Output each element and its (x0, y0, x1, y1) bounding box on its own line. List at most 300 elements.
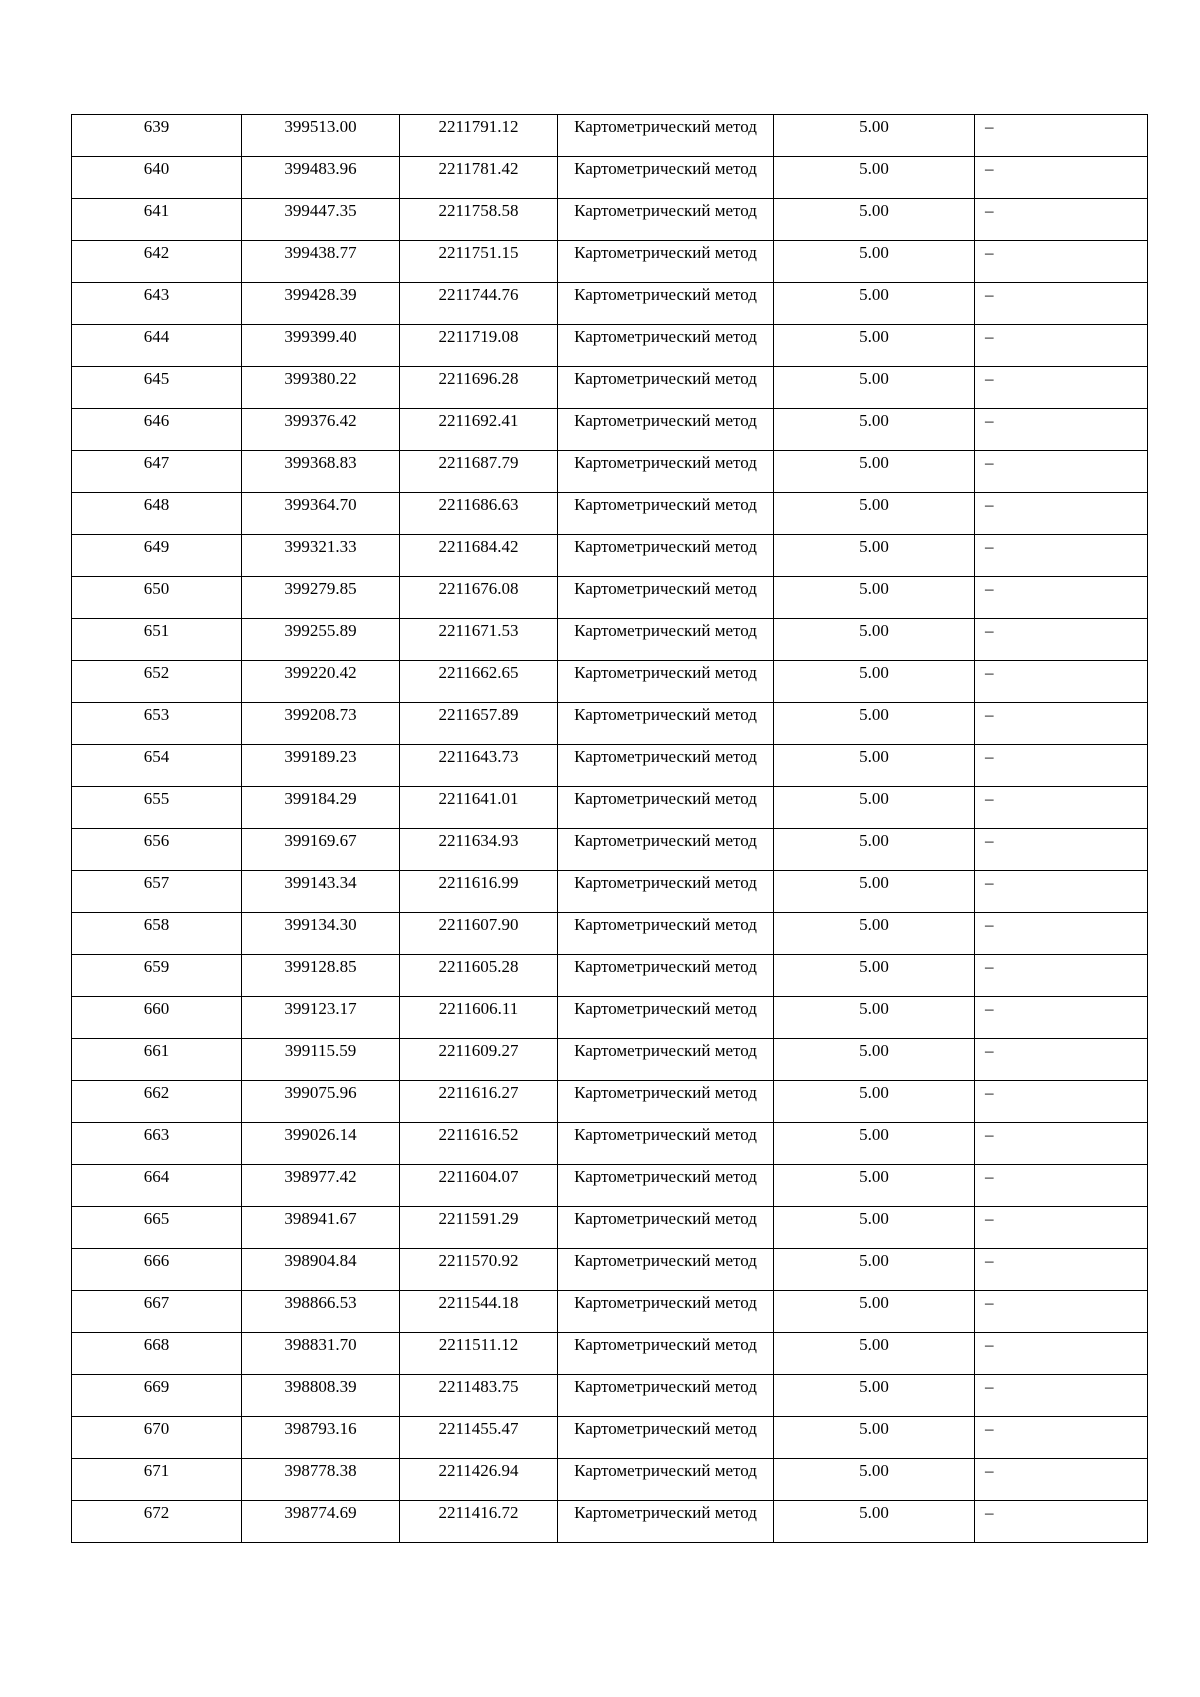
method-cell (558, 157, 774, 199)
cell-text: – (985, 957, 994, 976)
table-row (72, 325, 1148, 367)
accuracy-cell (774, 829, 975, 871)
point-number-cell (72, 871, 242, 913)
x-coordinate-cell (242, 409, 400, 451)
method-cell (558, 535, 774, 577)
cell-text: 399208.73 (284, 705, 357, 724)
cell-text: 2211791.12 (438, 117, 519, 136)
method-cell (558, 913, 774, 955)
y-coordinate-cell (400, 1375, 558, 1417)
x-coordinate-cell (242, 745, 400, 787)
description-cell (975, 577, 1148, 619)
y-coordinate-cell (400, 157, 558, 199)
cell-text: 399438.77 (284, 243, 357, 262)
method-cell (558, 451, 774, 493)
method-cell (558, 241, 774, 283)
accuracy-cell (774, 913, 975, 955)
point-number-cell (72, 745, 242, 787)
description-cell (975, 1417, 1148, 1459)
table-row (72, 451, 1148, 493)
cell-text: 399279.85 (284, 579, 357, 598)
cell-text: 2211616.27 (438, 1083, 519, 1102)
method-cell (558, 1081, 774, 1123)
accuracy-cell (774, 745, 975, 787)
cell-text: 399447.35 (284, 201, 357, 220)
x-coordinate-cell (242, 913, 400, 955)
y-coordinate-cell (400, 199, 558, 241)
description-cell (975, 325, 1148, 367)
accuracy-cell (774, 157, 975, 199)
method-cell (558, 1501, 774, 1543)
x-coordinate-cell (242, 1459, 400, 1501)
method-cell (558, 1249, 774, 1291)
accuracy-cell (774, 703, 975, 745)
x-coordinate-cell (242, 577, 400, 619)
cell-text: Картометрический метод (574, 999, 757, 1018)
cell-text: 666 (143, 1251, 170, 1270)
table-row (72, 1165, 1148, 1207)
cell-text: 399169.67 (284, 831, 357, 850)
point-number-cell (72, 241, 242, 283)
cell-text: – (985, 1083, 994, 1102)
cell-text: – (985, 831, 994, 850)
description-cell (975, 157, 1148, 199)
cell-text: – (985, 1209, 994, 1228)
cell-text: – (985, 705, 994, 724)
cell-text: – (985, 1419, 994, 1438)
cell-text: 2211676.08 (438, 579, 519, 598)
y-coordinate-cell (400, 1291, 558, 1333)
cell-text: 5.00 (859, 621, 889, 640)
cell-text: 399380.22 (284, 369, 357, 388)
description-cell (975, 1333, 1148, 1375)
method-cell (558, 1039, 774, 1081)
accuracy-cell (774, 1459, 975, 1501)
cell-text: 644 (143, 327, 170, 346)
x-coordinate-cell (242, 1123, 400, 1165)
table-row (72, 703, 1148, 745)
x-coordinate-cell (242, 493, 400, 535)
cell-text: – (985, 1251, 994, 1270)
cell-text: 5.00 (859, 1461, 889, 1480)
cell-text: 647 (143, 453, 170, 472)
cell-text: – (985, 159, 994, 178)
method-cell (558, 1165, 774, 1207)
method-cell (558, 955, 774, 997)
accuracy-cell (774, 115, 975, 157)
point-number-cell (72, 787, 242, 829)
point-number-cell (72, 1081, 242, 1123)
cell-text: Картометрический метод (574, 915, 757, 934)
cell-text: 663 (143, 1125, 170, 1144)
table-row (72, 367, 1148, 409)
cell-text: 5.00 (859, 705, 889, 724)
cell-text: 656 (143, 831, 170, 850)
cell-text: Картометрический метод (574, 159, 757, 178)
method-cell (558, 619, 774, 661)
description-cell (975, 787, 1148, 829)
point-number-cell (72, 1375, 242, 1417)
cell-text: Картометрический метод (574, 453, 757, 472)
cell-text: 2211426.94 (438, 1461, 519, 1480)
cell-text: 5.00 (859, 1293, 889, 1312)
table-row (72, 157, 1148, 199)
table-row (72, 241, 1148, 283)
x-coordinate-cell (242, 1501, 400, 1543)
cell-text: 651 (143, 621, 170, 640)
table-row (72, 619, 1148, 661)
cell-text: 398778.38 (284, 1461, 357, 1480)
cell-text: Картометрический метод (574, 705, 757, 724)
description-cell (975, 493, 1148, 535)
cell-text: 659 (143, 957, 170, 976)
cell-text: – (985, 201, 994, 220)
cell-text: 399368.83 (284, 453, 357, 472)
cell-text: 398774.69 (284, 1503, 357, 1522)
description-cell (975, 1039, 1148, 1081)
description-cell (975, 703, 1148, 745)
cell-text: 2211692.41 (438, 411, 519, 430)
cell-text: Картометрический метод (574, 579, 757, 598)
description-cell (975, 955, 1148, 997)
method-cell (558, 745, 774, 787)
table-row (72, 913, 1148, 955)
description-cell (975, 997, 1148, 1039)
x-coordinate-cell (242, 157, 400, 199)
point-number-cell (72, 619, 242, 661)
description-cell (975, 367, 1148, 409)
cell-text: Картометрический метод (574, 1167, 757, 1186)
table-row (72, 283, 1148, 325)
cell-text: – (985, 1041, 994, 1060)
table-row (72, 409, 1148, 451)
point-number-cell (72, 115, 242, 157)
accuracy-cell (774, 661, 975, 703)
point-number-cell (72, 1165, 242, 1207)
cell-text: 5.00 (859, 369, 889, 388)
cell-text: – (985, 999, 994, 1018)
table-row (72, 871, 1148, 913)
cell-text: Картометрический метод (574, 747, 757, 766)
cell-text: 5.00 (859, 747, 889, 766)
cell-text: 2211758.58 (438, 201, 519, 220)
cell-text: Картометрический метод (574, 1335, 757, 1354)
cell-text: – (985, 1125, 994, 1144)
table-row (72, 1039, 1148, 1081)
y-coordinate-cell (400, 955, 558, 997)
description-cell (975, 1207, 1148, 1249)
y-coordinate-cell (400, 367, 558, 409)
cell-text: 2211671.53 (438, 621, 519, 640)
point-number-cell (72, 1207, 242, 1249)
cell-text: 667 (143, 1293, 170, 1312)
y-coordinate-cell (400, 1039, 558, 1081)
cell-text: – (985, 789, 994, 808)
cell-text: 399255.89 (284, 621, 357, 640)
x-coordinate-cell (242, 955, 400, 997)
cell-text: 399134.30 (284, 915, 357, 934)
table-row (72, 115, 1148, 157)
cell-text: 2211606.11 (438, 999, 519, 1018)
accuracy-cell (774, 1165, 975, 1207)
cell-text: – (985, 621, 994, 640)
method-cell (558, 325, 774, 367)
description-cell (975, 1165, 1148, 1207)
point-number-cell (72, 829, 242, 871)
description-cell (975, 409, 1148, 451)
cell-text: 5.00 (859, 243, 889, 262)
cell-text: Картометрический метод (574, 1209, 757, 1228)
table-row (72, 955, 1148, 997)
table-row (72, 829, 1148, 871)
cell-text: 641 (143, 201, 170, 220)
x-coordinate-cell (242, 115, 400, 157)
description-cell (975, 199, 1148, 241)
cell-text: – (985, 117, 994, 136)
y-coordinate-cell (400, 1081, 558, 1123)
cell-text: 2211483.75 (438, 1377, 519, 1396)
cell-text: 399376.42 (284, 411, 357, 430)
cell-text: 2211662.65 (438, 663, 519, 682)
description-cell (975, 871, 1148, 913)
cell-text: 2211751.15 (438, 243, 519, 262)
cell-text: 660 (143, 999, 170, 1018)
y-coordinate-cell (400, 619, 558, 661)
method-cell (558, 367, 774, 409)
cell-text: – (985, 1377, 994, 1396)
cell-text: Картометрический метод (574, 285, 757, 304)
table-row (72, 1417, 1148, 1459)
x-coordinate-cell (242, 1417, 400, 1459)
cell-text: – (985, 495, 994, 514)
point-number-cell (72, 1333, 242, 1375)
cell-text: 398941.67 (284, 1209, 357, 1228)
cell-text: 5.00 (859, 285, 889, 304)
cell-text: 665 (143, 1209, 170, 1228)
cell-text: 2211686.63 (438, 495, 519, 514)
coordinates-table (71, 114, 1148, 1543)
description-cell (975, 283, 1148, 325)
cell-text: 646 (143, 411, 170, 430)
point-number-cell (72, 283, 242, 325)
cell-text: 5.00 (859, 663, 889, 682)
x-coordinate-cell (242, 1375, 400, 1417)
table-row (72, 577, 1148, 619)
cell-text: – (985, 243, 994, 262)
cell-text: 5.00 (859, 1419, 889, 1438)
y-coordinate-cell (400, 1417, 558, 1459)
cell-text: 2211744.76 (438, 285, 519, 304)
method-cell (558, 409, 774, 451)
accuracy-cell (774, 241, 975, 283)
x-coordinate-cell (242, 283, 400, 325)
cell-text: 661 (143, 1041, 170, 1060)
method-cell (558, 871, 774, 913)
x-coordinate-cell (242, 703, 400, 745)
accuracy-cell (774, 871, 975, 913)
cell-text: 399513.00 (284, 117, 357, 136)
y-coordinate-cell (400, 283, 558, 325)
description-cell (975, 115, 1148, 157)
cell-text: Картометрический метод (574, 1461, 757, 1480)
y-coordinate-cell (400, 661, 558, 703)
cell-text: 2211616.99 (438, 873, 519, 892)
accuracy-cell (774, 493, 975, 535)
y-coordinate-cell (400, 787, 558, 829)
y-coordinate-cell (400, 1459, 558, 1501)
table-body (72, 115, 1148, 1543)
cell-text: Картометрический метод (574, 1083, 757, 1102)
cell-text: Картометрический метод (574, 1419, 757, 1438)
accuracy-cell (774, 1081, 975, 1123)
cell-text: 398808.39 (284, 1377, 357, 1396)
cell-text: Картометрический метод (574, 369, 757, 388)
cell-text: – (985, 663, 994, 682)
method-cell (558, 199, 774, 241)
y-coordinate-cell (400, 745, 558, 787)
cell-text: Картометрический метод (574, 1251, 757, 1270)
description-cell (975, 1291, 1148, 1333)
cell-text: Картометрический метод (574, 1503, 757, 1522)
description-cell (975, 829, 1148, 871)
cell-text: 5.00 (859, 579, 889, 598)
method-cell (558, 283, 774, 325)
cell-text: – (985, 915, 994, 934)
cell-text: – (985, 1461, 994, 1480)
accuracy-cell (774, 1249, 975, 1291)
point-number-cell (72, 1417, 242, 1459)
method-cell (558, 493, 774, 535)
description-cell (975, 745, 1148, 787)
table-row (72, 787, 1148, 829)
table-row (72, 1123, 1148, 1165)
cell-text: 399026.14 (284, 1125, 357, 1144)
accuracy-cell (774, 619, 975, 661)
cell-text: 399184.29 (284, 789, 357, 808)
method-cell (558, 829, 774, 871)
cell-text: Картометрический метод (574, 411, 757, 430)
accuracy-cell (774, 409, 975, 451)
point-number-cell (72, 535, 242, 577)
point-number-cell (72, 661, 242, 703)
y-coordinate-cell (400, 325, 558, 367)
cell-text: 398904.84 (284, 1251, 357, 1270)
cell-text: – (985, 1335, 994, 1354)
accuracy-cell (774, 1291, 975, 1333)
accuracy-cell (774, 787, 975, 829)
cell-text: 2211641.01 (438, 789, 519, 808)
cell-text: 649 (143, 537, 170, 556)
description-cell (975, 241, 1148, 283)
x-coordinate-cell (242, 367, 400, 409)
cell-text: – (985, 411, 994, 430)
cell-text: 399321.33 (284, 537, 357, 556)
cell-text: 2211605.28 (438, 957, 519, 976)
cell-text: 5.00 (859, 873, 889, 892)
cell-text: 639 (143, 117, 170, 136)
point-number-cell (72, 577, 242, 619)
cell-text: 2211696.28 (438, 369, 519, 388)
cell-text: 399483.96 (284, 159, 357, 178)
x-coordinate-cell (242, 787, 400, 829)
cell-text: 2211781.42 (438, 159, 519, 178)
x-coordinate-cell (242, 1207, 400, 1249)
x-coordinate-cell (242, 619, 400, 661)
point-number-cell (72, 913, 242, 955)
x-coordinate-cell (242, 1165, 400, 1207)
method-cell (558, 661, 774, 703)
description-cell (975, 1501, 1148, 1543)
cell-text: Картометрический метод (574, 537, 757, 556)
cell-text: 642 (143, 243, 170, 262)
cell-text: 2211634.93 (438, 831, 519, 850)
cell-text: – (985, 1293, 994, 1312)
cell-text: 668 (143, 1335, 170, 1354)
cell-text: 5.00 (859, 453, 889, 472)
method-cell (558, 997, 774, 1039)
x-coordinate-cell (242, 661, 400, 703)
cell-text: Картометрический метод (574, 663, 757, 682)
cell-text: Картометрический метод (574, 1293, 757, 1312)
cell-text: 640 (143, 159, 170, 178)
cell-text: 5.00 (859, 495, 889, 514)
cell-text: 670 (143, 1419, 170, 1438)
cell-text: – (985, 873, 994, 892)
cell-text: 645 (143, 369, 170, 388)
cell-text: 2211591.29 (438, 1209, 519, 1228)
method-cell (558, 1333, 774, 1375)
x-coordinate-cell (242, 1039, 400, 1081)
cell-text: 664 (143, 1167, 170, 1186)
cell-text: 653 (143, 705, 170, 724)
accuracy-cell (774, 1123, 975, 1165)
description-cell (975, 1081, 1148, 1123)
cell-text: 399123.17 (284, 999, 357, 1018)
cell-text: 399220.42 (284, 663, 357, 682)
method-cell (558, 703, 774, 745)
table-row (72, 1459, 1148, 1501)
cell-text: Картометрический метод (574, 621, 757, 640)
cell-text: Картометрический метод (574, 117, 757, 136)
table-row (72, 199, 1148, 241)
description-cell (975, 619, 1148, 661)
description-cell (975, 535, 1148, 577)
table-row (72, 1501, 1148, 1543)
cell-text: – (985, 747, 994, 766)
cell-text: 5.00 (859, 831, 889, 850)
y-coordinate-cell (400, 1207, 558, 1249)
cell-text: 399364.70 (284, 495, 357, 514)
table-row (72, 1333, 1148, 1375)
cell-text: 2211455.47 (438, 1419, 519, 1438)
table-row (72, 1291, 1148, 1333)
x-coordinate-cell (242, 199, 400, 241)
cell-text: 5.00 (859, 201, 889, 220)
cell-text: 2211416.72 (438, 1503, 519, 1522)
method-cell (558, 1291, 774, 1333)
point-number-cell (72, 1459, 242, 1501)
table-row (72, 745, 1148, 787)
x-coordinate-cell (242, 997, 400, 1039)
accuracy-cell (774, 199, 975, 241)
cell-text: 2211657.89 (438, 705, 519, 724)
cell-text: 398977.42 (284, 1167, 357, 1186)
y-coordinate-cell (400, 241, 558, 283)
method-cell (558, 115, 774, 157)
point-number-cell (72, 367, 242, 409)
point-number-cell (72, 325, 242, 367)
cell-text: 399189.23 (284, 747, 357, 766)
